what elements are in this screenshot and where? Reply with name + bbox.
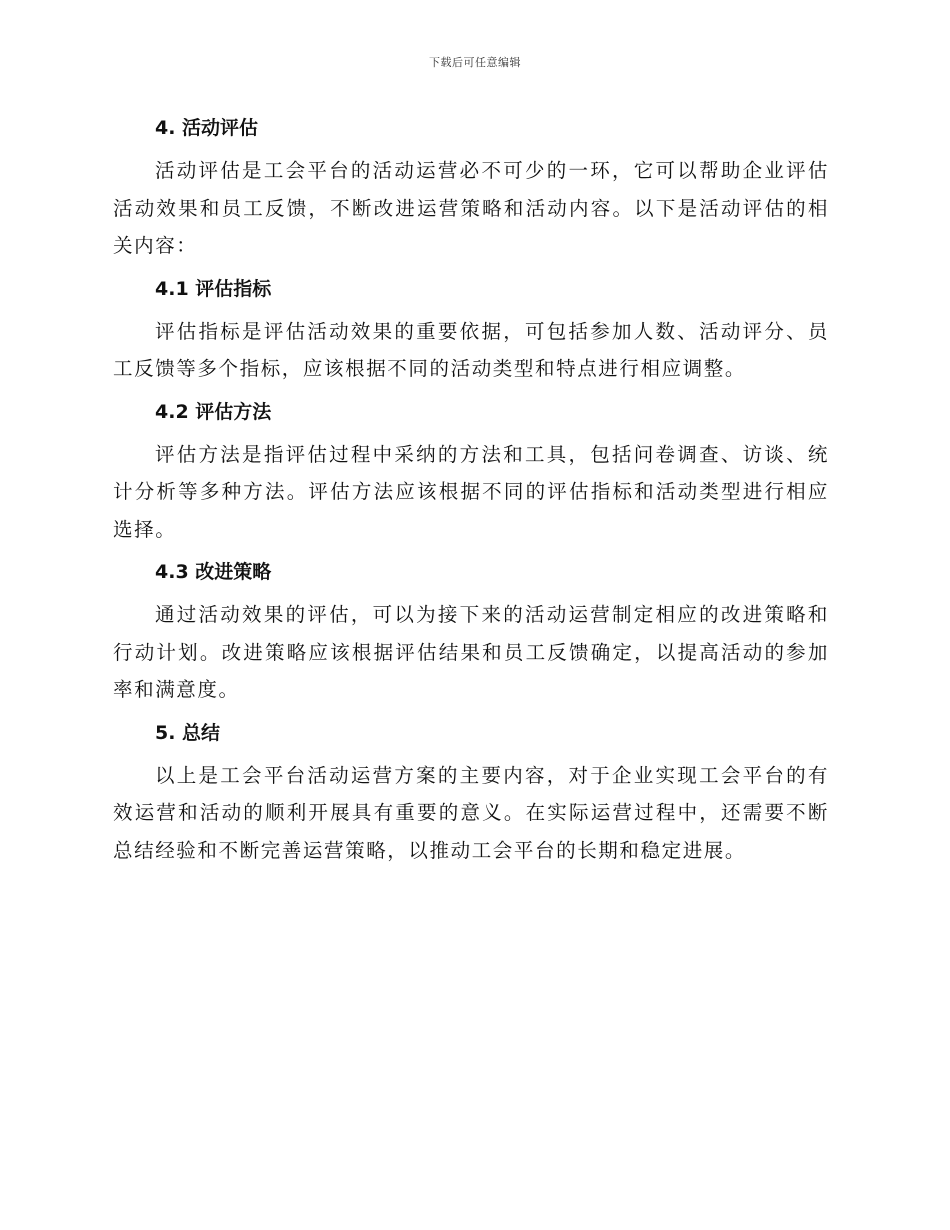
- section-paragraph: 活动评估是工会平台的活动运营必不可少的一环，它可以帮助企业评估活动效果和员工反馈，不断改进运营策略和活动内容。以下是活动评估的相关内容：: [113, 159, 829, 257]
- document-body: [113, 110, 829, 875]
- section-heading: 4.3 改进策略: [155, 561, 272, 583]
- section-heading: 5. 总结: [155, 721, 221, 744]
- section-paragraph: 以上是工会平台活动运营方案的主要内容，对于企业实现工会平台的有效运营和活动的顺利开展具有重要的意义。在实际运营过程中，还需要不断总结经验和不断完善运营策略，以推动工会平台的长期和稳定进展。: [113, 763, 829, 862]
- section-paragraph: 评估方法是指评估过程中采纳的方法和工具，包括问卷调查、访谈、统计分析等多种方法。评估方法应该根据不同的评估指标和活动类型进行相应选择。: [113, 442, 829, 541]
- section-heading: 4.2 评估方法: [155, 400, 272, 423]
- section-paragraph: 评估指标是评估活动效果的重要依据，可包括参加人数、活动评分、员工反馈等多个指标，应该根据不同的活动类型和特点进行相应调整。: [113, 319, 829, 380]
- page-header: 下载后可任意编辑: [429, 56, 521, 69]
- section-heading: 4. 活动评估: [155, 117, 259, 139]
- section-heading: 4.1 评估指标: [155, 277, 272, 300]
- section-paragraph: 通过活动效果的评估，可以为接下来的活动运营制定相应的改进策略和行动计划。改进策略应该根据评估结果和员工反馈确定，以提高活动的参加率和满意度。: [113, 603, 829, 701]
